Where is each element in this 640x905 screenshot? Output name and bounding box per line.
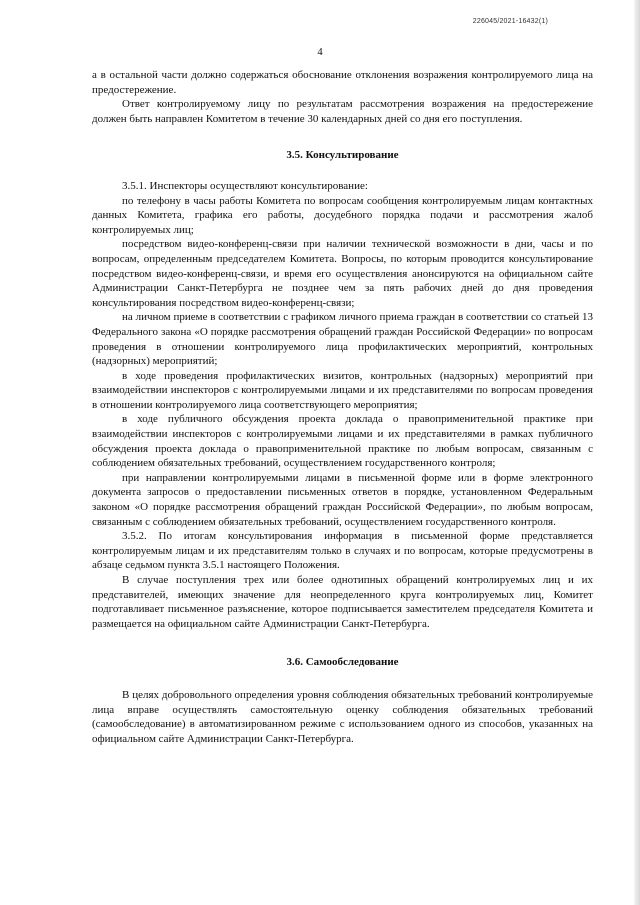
paragraph: при направлении контролируемыми лицами в письменной форме или в форме электронного документа запросов о предоставлении письменных ответов в порядке, установленном Федеральным законом «О порядке рассмотрения обращений граждан Российской Федерации», по любым вопросам, связанным с соблюдением обязательных требований, осуществлением государственного контроля. xyxy=(92,471,593,528)
section-heading-3-5: 3.5. Консультирование xyxy=(286,149,399,162)
paragraph: В целях добровольного определения уровня соблюдения обязательных требований контролируемые лица вправе осуществлять самостоятельную оценку соблюдения обязательных требований (самообследование) в автоматизированном режиме с использованием одного из способов, указанных на официальном сайте Администрации Санкт-Петербурга. xyxy=(92,688,593,745)
paragraph: посредством видео-конференц-связи при наличии технической возможности в дни, часы и по вопросам, определенным председателем Комитета. Вопросы, по которым проводится консультирование посредством видео-конференц-связи, и время его осуществления анонсируются на официальном сайте Администрации Санкт-Петербурга не позднее чем за пять рабочих дней до дня проведения консультирования посредством видео-конференц-связи; xyxy=(92,238,593,309)
document-number: 226045/2021-16432(1) xyxy=(472,18,548,25)
paragraph: 3.5.2. По итогам консультирования информация в письменной форме представляется контролируемым лицам и их представителям только в случаях и по вопросам, которые предусмотрены в абзаце седьмом пункта 3.5.1 настоящего Положения. xyxy=(92,530,593,572)
document-body xyxy=(92,68,593,746)
paragraph: на личном приеме в соответствии с графиком личного приема граждан в соответствии со статьей 13 Федерального закона «О порядке рассмотрения обращений граждан Российской Федерации» по вопросам проведения в отношении контролируемого лица профилактических мероприятий, контрольных (надзорных) мероприятий; xyxy=(92,311,593,368)
page-number: 4 xyxy=(317,47,323,58)
section-heading-3-6: 3.6. Самообследование xyxy=(286,656,399,669)
paragraph: в ходе проведения профилактических визитов, контрольных (надзорных) мероприятий при взаимодействии инспекторов с контролируемыми лицами и их представителями по вопросам проведения в отношении контролируемого лица соответствующего мероприятия; xyxy=(92,369,593,411)
paragraph: 3.5.1. Инспекторы осуществляют консультирование: xyxy=(122,179,368,192)
paragraph: в ходе публичного обсуждения проекта доклада о правоприменительной практике при взаимодействии инспекторов с контролируемыми лицами и их представителями в рамках публичного обсуждения проекта доклада о правоприменительной практике по любым вопросам, связанным с соблюдением обязательных требований, осуществлением государственного контроля; xyxy=(92,413,593,470)
paragraph: по телефону в часы работы Комитета по вопросам сообщения контролируемым лицам контактных данных Комитета, графика его работы, досудебного порядка подачи и рассмотрения жалоб контролируемых лиц; xyxy=(92,194,593,236)
paragraph: В случае поступления трех или более однотипных обращений контролируемых лиц и их представителей, имеющих значение для неопределенного круга контролируемых лиц, Комитет подготавливает письменное разъяснение, которое подписывается заместителем председателя Комитета и размещается на официальном сайте Администрации Санкт-Петербурга. xyxy=(92,574,593,630)
scan-edge xyxy=(634,0,640,905)
paragraph: а в остальной части должно содержаться обоснование отклонения возражения контролируемого лица на предостережение. xyxy=(92,69,593,96)
paragraph: Ответ контролируемому лицу по результатам рассмотрения возражения на предостережение должен быть направлен Комитетом в течение 30 календарных дней со дня его поступления. xyxy=(92,98,593,125)
